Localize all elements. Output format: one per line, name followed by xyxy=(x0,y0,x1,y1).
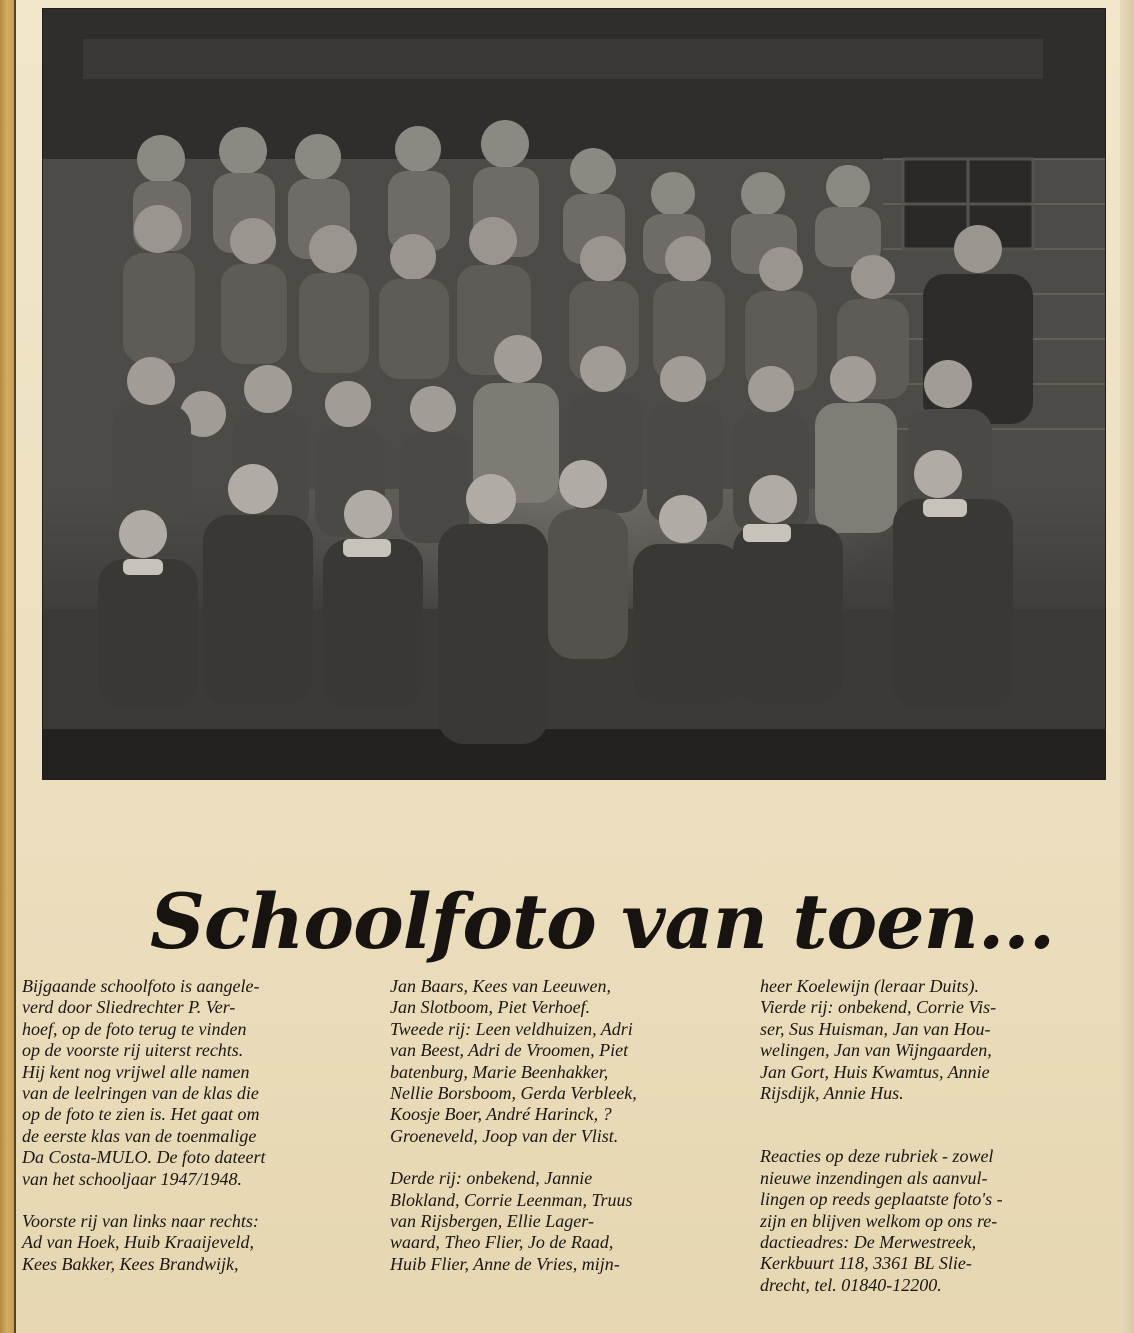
article-line: op de foto te zien is. Het gaat om xyxy=(22,1104,260,1125)
article-line: Nellie Borsboom, Gerda Verbleek, xyxy=(390,1083,637,1104)
page-edge-right xyxy=(1120,0,1134,1333)
article-column-2 xyxy=(390,976,720,1275)
article-column-3 xyxy=(760,976,1112,1296)
article-line: Bijgaande schoolfoto is aangele- xyxy=(22,976,260,996)
paragraph-gap xyxy=(760,1125,1112,1146)
paragraph-gap xyxy=(760,1104,1112,1125)
article-line: Vierde rij: onbekend, Corrie Vis- xyxy=(760,997,997,1018)
paragraph-gap xyxy=(390,1147,720,1168)
article-line: Groeneveld, Joop van der Vlist. xyxy=(390,1125,619,1146)
article-line: van Rijsbergen, Ellie Lager- xyxy=(390,1211,594,1232)
class-photo xyxy=(42,8,1106,780)
article-line: Voorste rij van links naar rechts: xyxy=(22,1211,259,1232)
article-line: Jan Baars, Kees van Leeuwen, xyxy=(390,976,611,996)
article-line: op de voorste rij uiterst rechts. xyxy=(22,1040,244,1061)
class-photo-illustration xyxy=(43,9,1105,779)
article-line: Koosje Boer, André Harinck, ? xyxy=(390,1104,612,1125)
article-line: Derde rij: onbekend, Jannie xyxy=(390,1168,593,1189)
article-line: Da Costa-MULO. De foto dateert xyxy=(22,1147,266,1168)
article-line: van het schooljaar 1947/1948. xyxy=(22,1168,242,1189)
article-line: Blokland, Corrie Leenman, Truus xyxy=(390,1189,633,1210)
article-line: zijn en blijven welkom op ons re- xyxy=(760,1210,998,1231)
paragraph-gap xyxy=(22,1190,370,1211)
article-line: batenburg, Marie Beenhakker, xyxy=(390,1061,609,1082)
article-line: lingen op reeds geplaatste foto's - xyxy=(760,1189,1003,1210)
article-line: Reacties op deze rubriek - zowel xyxy=(760,1146,994,1167)
article-line: Jan Gort, Huis Kwamtus, Annie xyxy=(760,1061,990,1082)
article-line: Ad van Hoek, Huib Kraaijeveld, xyxy=(22,1232,254,1253)
article-line: hoef, op de foto terug te vinden xyxy=(22,1018,247,1039)
article-headline: Schoolfoto van toen... xyxy=(150,876,1055,966)
article-line: van de leelringen van de klas die xyxy=(22,1083,259,1104)
article-line: Rijsdijk, Annie Hus. xyxy=(760,1083,904,1104)
article-line: nieuwe inzendingen als aanvul- xyxy=(760,1167,988,1188)
article-line: Kees Bakker, Kees Brandwijk, xyxy=(22,1253,239,1274)
article-line: Tweede rij: Leen veldhuizen, Adri xyxy=(390,1018,633,1039)
article-line: dactieadres: De Merwestreek, xyxy=(760,1232,977,1253)
article-line: Kerkbuurt 118, 3361 BL Slie- xyxy=(760,1253,972,1274)
article-line: waard, Theo Flier, Jo de Raad, xyxy=(390,1232,614,1253)
article-line: de eerste klas van de toenmalige xyxy=(22,1125,257,1146)
article-line: verd door Sliedrechter P. Ver- xyxy=(22,997,236,1018)
article-line: Jan Slotboom, Piet Verhoef. xyxy=(390,997,591,1018)
article-line: welingen, Jan van Wijngaarden, xyxy=(760,1040,992,1061)
article-line: ser, Sus Huisman, Jan van Hou- xyxy=(760,1018,991,1039)
article-line: van Beest, Adri de Vroomen, Piet xyxy=(390,1040,629,1061)
article-line: Huib Flier, Anne de Vries, mijn- xyxy=(390,1253,620,1274)
article-line: heer Koelewijn (leraar Duits). xyxy=(760,976,979,996)
page-edge-shadow xyxy=(14,0,16,1333)
article-line: Hij kent nog vrijwel alle namen xyxy=(22,1061,250,1082)
bleed-through-text xyxy=(700,790,704,806)
article-column-1 xyxy=(22,976,370,1275)
article-line: drecht, tel. 01840-12200. xyxy=(760,1274,942,1295)
